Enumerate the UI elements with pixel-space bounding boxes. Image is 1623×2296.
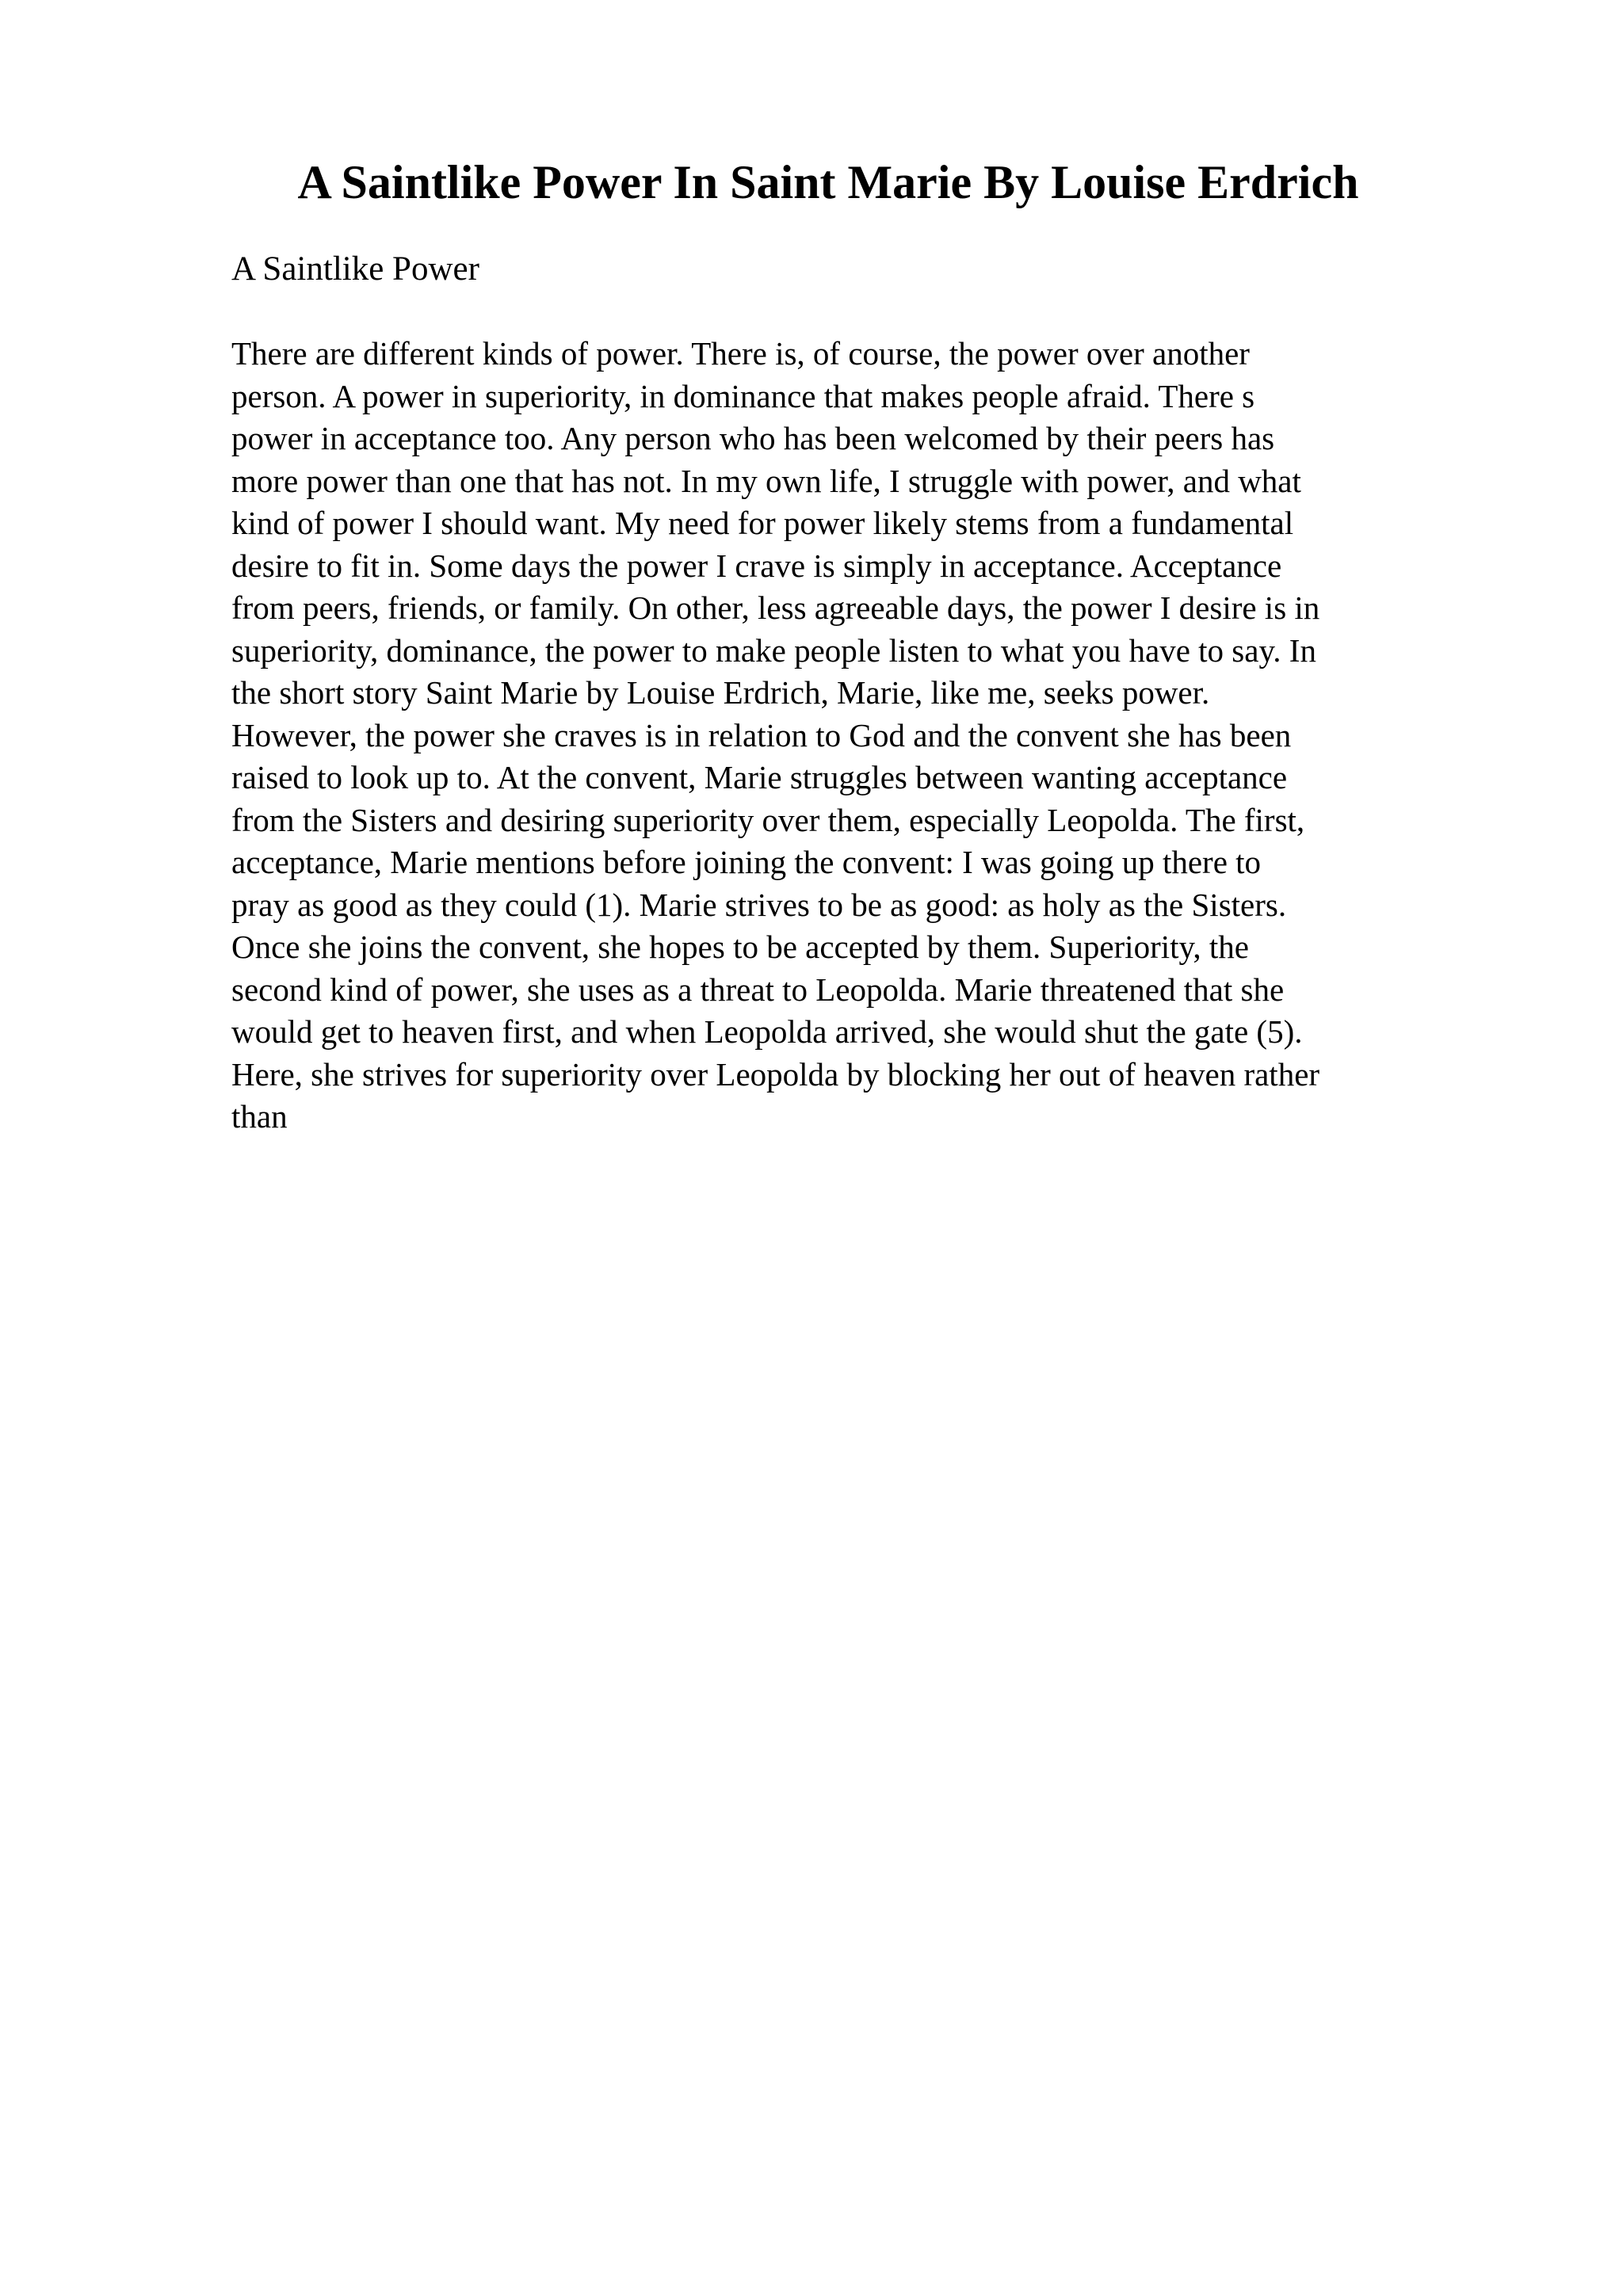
body-line: the short story Saint Marie by Louise Erdrich, Marie, like me, seeks power. bbox=[231, 674, 1210, 711]
body-line: kind of power I should want. My need for power likely stems from a fundamental bbox=[231, 505, 1294, 541]
body-line: However, the power she craves is in relation to God and the convent she has been bbox=[231, 716, 1292, 753]
body-line: pray as good as they could (1). Marie strives to be as good: as holy as the Sisters. bbox=[231, 886, 1287, 923]
body-line: more power than one that has not. In my own life, I struggle with power, and what bbox=[231, 462, 1301, 499]
body-line: superiority, dominance, the power to make people listen to what you have to say. In bbox=[231, 631, 1316, 669]
body-line: would get to heaven first, and when Leopolda arrived, she would shut the gate (5). bbox=[231, 1013, 1303, 1050]
body-line: than bbox=[231, 1098, 288, 1135]
document-body bbox=[231, 333, 1476, 1138]
body-line: from the Sisters and desiring superiority over them, especially Leopolda. The first, bbox=[231, 801, 1305, 838]
body-line: Here, she strives for superiority over Leopolda by blocking her out of heaven rather bbox=[231, 1055, 1320, 1093]
body-line: There are different kinds of power. There is, of course, the power over another bbox=[231, 335, 1250, 372]
body-line: raised to look up to. At the convent, Marie struggles between wanting acceptance bbox=[231, 759, 1288, 795]
body-line: Once she joins the convent, she hopes to be accepted by them. Superiority, the bbox=[231, 929, 1249, 965]
body-line: desire to fit in. Some days the power I crave is simply in acceptance. Acceptance bbox=[231, 547, 1282, 584]
document-title: A Saintlike Power In Saint Marie By Louise Erdrich bbox=[297, 156, 1359, 208]
body-line: person. A power in superiority, in dominance that makes people afraid. There s bbox=[231, 377, 1255, 414]
body-line: from peers, friends, or family. On other, less agreeable days, the power I desire is in bbox=[231, 589, 1320, 626]
body-line: second kind of power, she uses as a threat to Leopolda. Marie threatened that she bbox=[231, 971, 1285, 1008]
body-line: power in acceptance too. Any person who has been welcomed by their peers has bbox=[231, 420, 1275, 456]
document-subtitle: A Saintlike Power bbox=[231, 250, 479, 288]
body-line: acceptance, Marie mentions before joining the convent: I was going up there to bbox=[231, 844, 1262, 880]
